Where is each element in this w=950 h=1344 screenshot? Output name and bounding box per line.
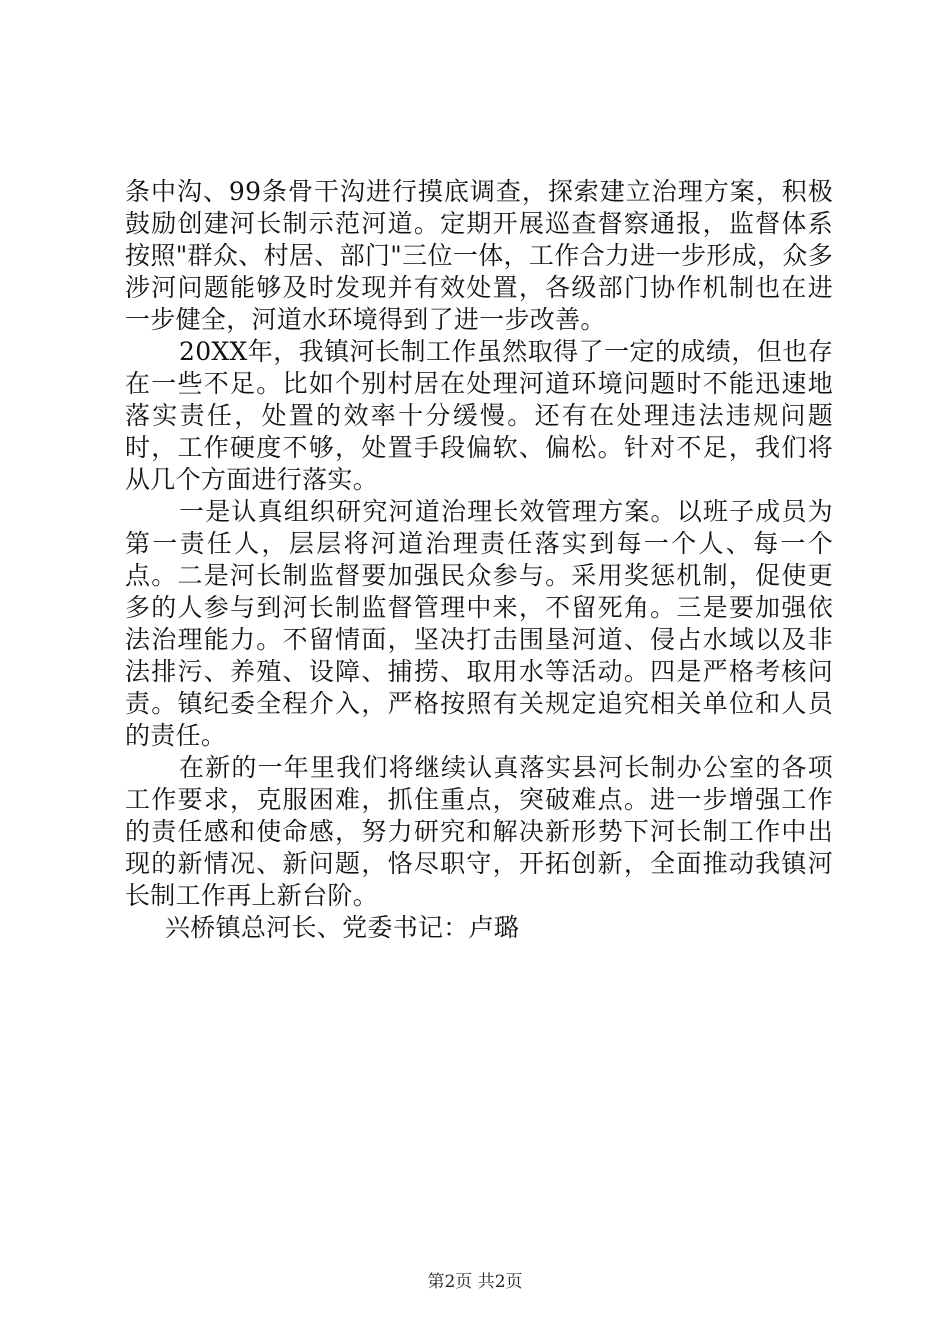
document-body <box>125 176 833 944</box>
paragraph-measures: 一是认真组织研究河道治理长效管理方案。以班子成员为第一责任人，层层将河道治理责任落实到每一个人、每一个点。二是河长制监督要加强民众参与。采用奖惩机制，促使更多的人参与到河长制监督管理中来，不留死角。三是要加强依法治理能力。不留情面，坚决打击围垦河道、侵占水域以及非法排污、养殖、设障、捕捞、取用水等活动。四是严格考核问责。镇纪委全程介入，严格按照有关规定追究相关单位和人员的责任。 <box>125 497 833 750</box>
paragraph-continuation: 条中沟、99条骨干沟进行摸底调查，探索建立治理方案，积极鼓励创建河长制示范河道。定期开展巡查督察通报，监督体系按照"群众、村居、部门"三位一体，工作合力进一步形成，众多涉河问题能够及时发现并有效处置，各级部门协作机制也在进一步健全，河道水环境得到了进一步改善。 <box>125 177 833 334</box>
signature-line: 兴桥镇总河长、党委书记：卢璐 <box>165 913 520 942</box>
paragraph-shortcomings: 20XX年，我镇河长制工作虽然取得了一定的成绩，但也存在一些不足。比如个别村居在处理河道环境问题时不能迅速地落实责任，处置的效率十分缓慢。还有在处理违法违规问题时，工作硬度不够，处置手段偏软、偏松。针对不足，我们将从几个方面进行落实。 <box>125 337 833 494</box>
paragraph-outlook: 在新的一年里我们将继续认真落实县河长制办公室的各项工作要求，克服困难，抓住重点，突破难点。进一步增强工作的责任感和使命感，努力研究和解决新形势下河长制工作中出现的新情况、新问题，恪尽职守，开拓创新，全面推动我镇河长制工作再上新台阶。 <box>125 753 833 910</box>
page-number: 第2页 共2页 <box>427 1272 523 1292</box>
